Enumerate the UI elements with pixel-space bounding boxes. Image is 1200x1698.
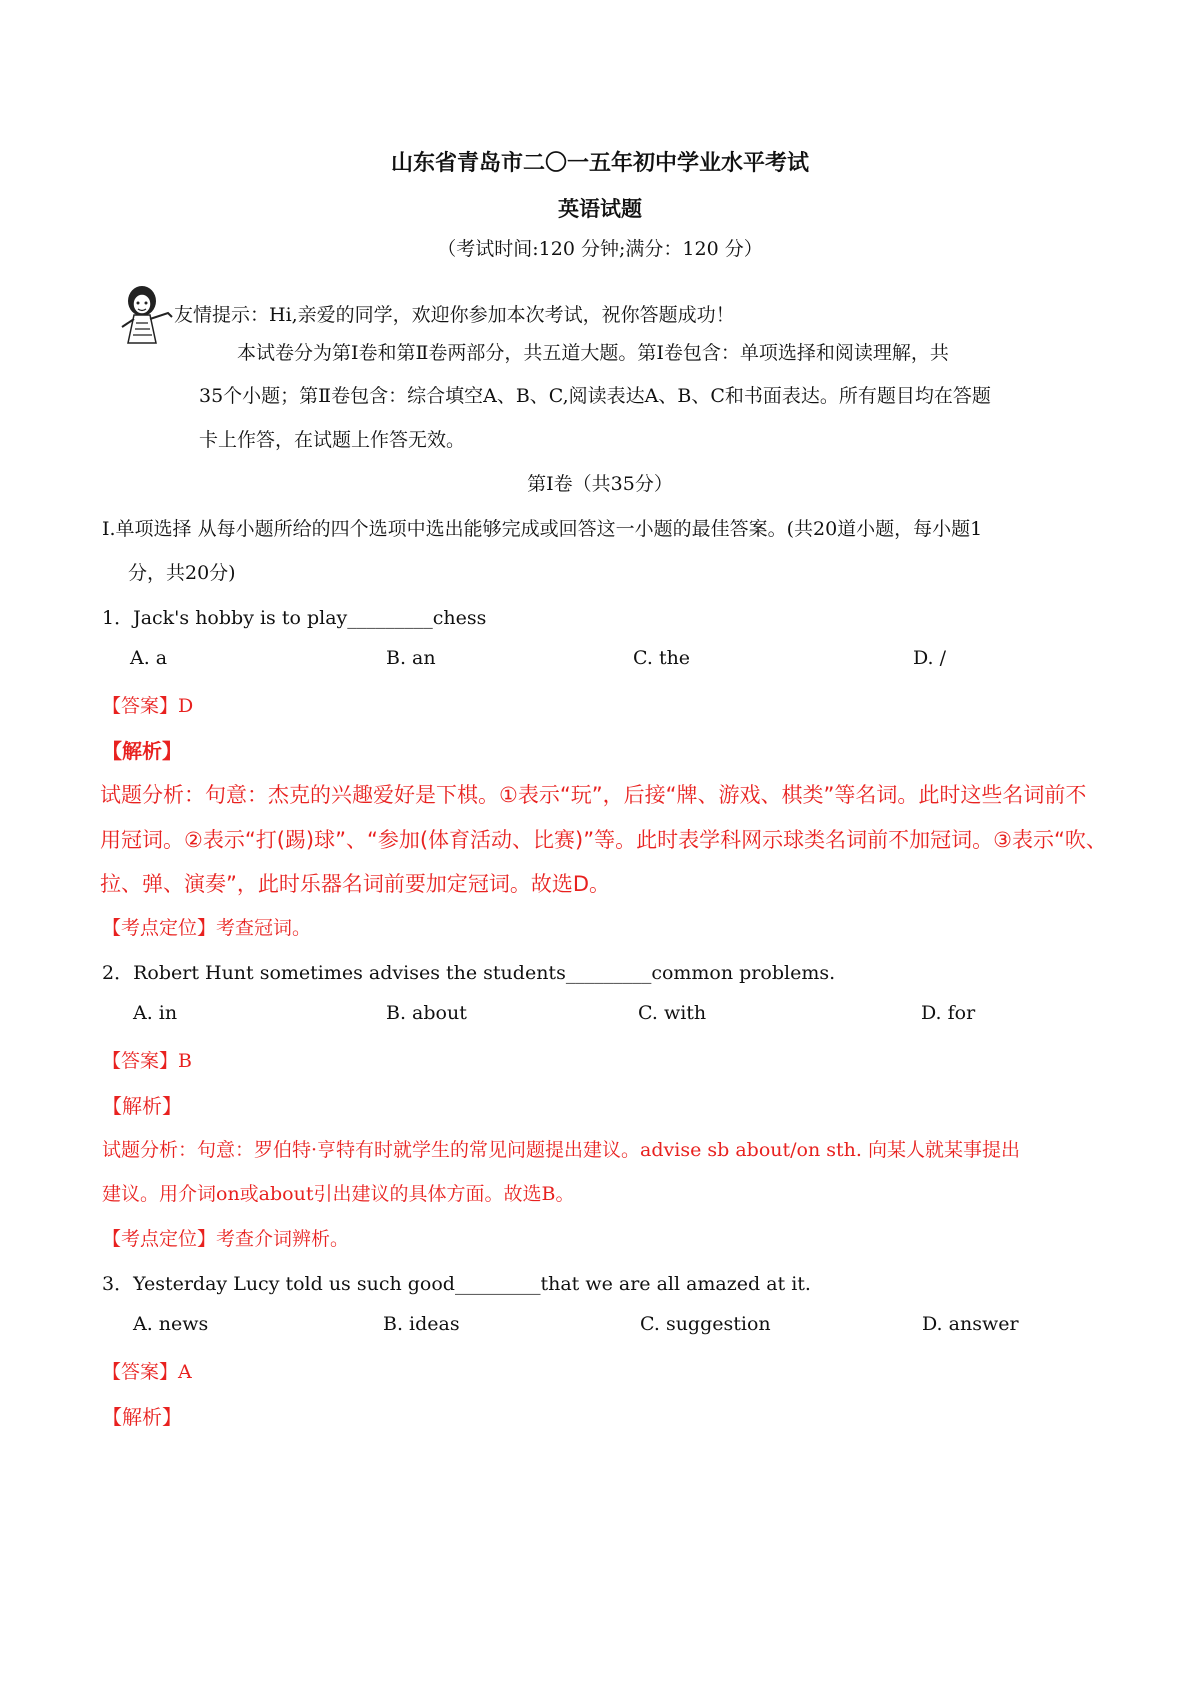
girl-cartoon-icon [116, 283, 176, 347]
question-2-stem: 2．Robert Hunt sometimes advises the students_________common problems. [102, 962, 836, 984]
question-1-option-a: A. a [130, 647, 168, 669]
greeting-text: 友情提示：Hi,亲爱的同学，欢迎你参加本次考试，祝你答题成功！ [174, 304, 735, 326]
question-2-analysis-label: 【解析】 [102, 1094, 182, 1118]
question-1-option-c: C. the [633, 647, 691, 669]
question-3-stem: 3．Yesterday Lucy told us such good_________that we are all amazed at it. [102, 1273, 811, 1295]
question-1-answer: 【答案】D [102, 695, 194, 717]
intro-line-3: 卡上作答，在试题上作答无效。 [199, 429, 466, 451]
question-2-analysis-line-1: 试题分析：句意：罗伯特·亨特有时就学生的常见问题提出建议。advise sb about/on sth. 向某人就某事提出 [102, 1139, 1020, 1161]
question-3-option-b: B. ideas [383, 1313, 460, 1335]
question-2-answer: 【答案】B [102, 1050, 192, 1072]
section-heading-line-1: Ⅰ.单项选择 从每小题所给的四个选项中选出能够完成或回答这一小题的最佳答案。(共20道小题，每小题1 [102, 518, 983, 540]
question-3-option-c: C. suggestion [640, 1313, 771, 1335]
question-2-option-c: C. with [638, 1002, 707, 1024]
intro-line-1: 本试卷分为第Ⅰ卷和第Ⅱ卷两部分，共五道大题。第Ⅰ卷包含：单项选择和阅读理解，共 [237, 342, 949, 364]
question-2-option-d: D. for [921, 1002, 976, 1024]
question-2-analysis-line-2: 建议。用介词on或about引出建议的具体方面。故选B。 [102, 1183, 575, 1205]
question-1-analysis-line-3: 拉、弹、演奏”，此时乐器名词前要加定冠词。故选D。 [100, 872, 611, 896]
exam-title: 山东省青岛市二〇一五年初中学业水平考试 [390, 151, 809, 176]
question-3-option-d: D. answer [922, 1313, 1019, 1335]
question-2-point: 【考点定位】考查介词辨析。 [102, 1228, 350, 1250]
volume-heading: 第Ⅰ卷（共35分） [527, 473, 673, 495]
question-1-option-d: D. / [913, 647, 947, 669]
question-1-analysis-label: 【解析】 [102, 739, 182, 763]
exam-subject: 英语试题 [558, 197, 642, 221]
question-3-answer: 【答案】A [102, 1361, 192, 1383]
intro-line-2: 35个小题；第Ⅱ卷包含：综合填空A、B、C,阅读表达A、B、C和书面表达。所有题目均在答题 [199, 385, 991, 407]
question-3-analysis-label: 【解析】 [102, 1405, 182, 1429]
question-1-stem: 1．Jack's hobby is to play_________chess [102, 607, 487, 629]
question-2-option-a: A. in [133, 1002, 178, 1024]
question-1-analysis-line-1: 试题分析：句意：杰克的兴趣爱好是下棋。①表示“玩”，后接“牌、游戏、棋类”等名词。此时这些名词前不 [100, 783, 1087, 807]
question-1-option-b: B. an [386, 647, 436, 669]
question-3-option-a: A. news [133, 1313, 209, 1335]
exam-info: （考试时间:120 分钟;满分：120 分） [437, 238, 763, 260]
question-2-option-b: B. about [386, 1002, 467, 1024]
question-1-point: 【考点定位】考查冠词。 [102, 917, 312, 939]
question-1-analysis-line-2: 用冠词。②表示“打(踢)球”、“参加(体育活动、比赛)”等。此时表学科网示球类名词前不加冠词。③表示“吹、 [100, 828, 1107, 852]
section-heading-line-2: 分，共20分) [128, 562, 236, 584]
